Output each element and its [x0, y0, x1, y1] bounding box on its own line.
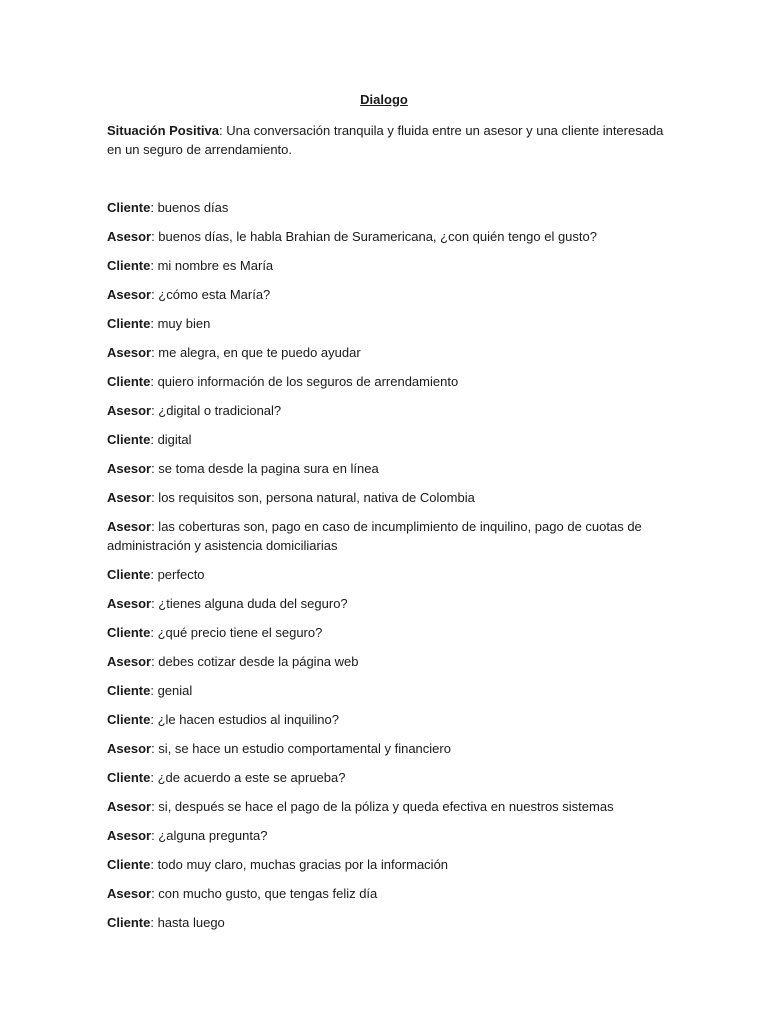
dialogue-line [107, 488, 667, 507]
line-text: : quiero información de los seguros de arrendamiento [150, 374, 459, 389]
dialogue-line [107, 401, 667, 420]
dialogue-line [107, 314, 667, 333]
dialogue-line [107, 797, 667, 816]
dialogue-line [107, 913, 667, 932]
line-text: : si, se hace un estudio comportamental y financiero [151, 741, 451, 756]
speaker-label: Asesor [107, 886, 152, 901]
dialogue-line [107, 227, 667, 246]
line-text: : los requisitos son, persona natural, nativa de Colombia [151, 490, 475, 505]
intro-paragraph [107, 121, 667, 159]
speaker-label: Cliente [107, 258, 151, 273]
speaker-label: Cliente [107, 316, 151, 331]
document-title: Dialogo [360, 92, 408, 107]
dialogue-line [107, 884, 667, 903]
dialogue-line [107, 343, 667, 362]
speaker-label: Asesor [107, 229, 152, 244]
line-text: : buenos días, le habla Brahian de Suramericana, ¿con quién tengo el gusto? [151, 229, 597, 244]
speaker-label: Asesor [107, 461, 152, 476]
dialogue-line [107, 826, 667, 845]
dialogue-line [107, 855, 667, 874]
dialogue-line [107, 372, 667, 391]
line-text: : digital [150, 432, 192, 447]
dialogue-list [107, 198, 667, 942]
dialogue-line [107, 768, 667, 787]
line-text: : ¿tienes alguna duda del seguro? [151, 596, 348, 611]
line-text: : ¿le hacen estudios al inquilino? [150, 712, 339, 727]
line-text: : buenos días [150, 200, 229, 215]
speaker-label: Asesor [107, 741, 152, 756]
line-text: : ¿de acuerdo a este se aprueba? [150, 770, 346, 785]
line-text: : mi nombre es María [150, 258, 274, 273]
line-text: : muy bien [150, 316, 211, 331]
line-text: : todo muy claro, muchas gracias por la información [150, 857, 449, 872]
speaker-label: Asesor [107, 490, 152, 505]
dialogue-line [107, 623, 667, 642]
dialogue-line [107, 430, 667, 449]
speaker-label: Asesor [107, 799, 152, 814]
line-text: : ¿digital o tradicional? [151, 403, 282, 418]
speaker-label: Asesor [107, 828, 152, 843]
line-text: : se toma desde la pagina sura en línea [151, 461, 379, 476]
line-text: : perfecto [150, 567, 205, 582]
speaker-label: Cliente [107, 712, 151, 727]
line-text: : ¿cómo esta María? [151, 287, 271, 302]
speaker-label: Asesor [107, 345, 152, 360]
line-text: : con mucho gusto, que tengas feliz día [151, 886, 378, 901]
dialogue-line [107, 459, 667, 478]
dialogue-line [107, 594, 667, 613]
line-text: : genial [150, 683, 193, 698]
line-text: : debes cotizar desde la página web [151, 654, 359, 669]
dialogue-line [107, 710, 667, 729]
speaker-label: Cliente [107, 374, 151, 389]
speaker-label: Asesor [107, 519, 152, 534]
dialogue-line [107, 256, 667, 275]
line-text: : me alegra, en que te puedo ayudar [151, 345, 361, 360]
dialogue-line [107, 652, 667, 671]
speaker-label: Cliente [107, 625, 151, 640]
dialogue-line [107, 681, 667, 700]
speaker-label: Cliente [107, 770, 151, 785]
line-text: : las coberturas son, pago en caso de incumplimiento de inquilino, pago de cuotas de administración y asistencia domiciliarias [107, 519, 642, 553]
speaker-label: Asesor [107, 403, 152, 418]
line-text: : ¿qué precio tiene el seguro? [150, 625, 323, 640]
dialogue-line [107, 285, 667, 304]
speaker-label: Cliente [107, 567, 151, 582]
speaker-label: Cliente [107, 432, 151, 447]
line-text: : ¿alguna pregunta? [151, 828, 268, 843]
dialogue-line [107, 198, 667, 217]
speaker-label: Asesor [107, 287, 152, 302]
speaker-label: Asesor [107, 654, 152, 669]
dialogue-line [107, 739, 667, 758]
intro-label: Situación Positiva [107, 123, 219, 138]
dialogue-line [107, 517, 667, 555]
speaker-label: Cliente [107, 683, 151, 698]
speaker-label: Cliente [107, 857, 151, 872]
dialogue-line [107, 565, 667, 584]
line-text: : hasta luego [150, 915, 225, 930]
speaker-label: Cliente [107, 915, 151, 930]
line-text: : si, después se hace el pago de la póliza y queda efectiva en nuestros sistemas [151, 799, 614, 814]
speaker-label: Asesor [107, 596, 152, 611]
intro-text: : Una conversación tranquila y fluida entre un asesor y una cliente interesada en un seguro de arrendamiento. [107, 123, 664, 157]
speaker-label: Cliente [107, 200, 151, 215]
